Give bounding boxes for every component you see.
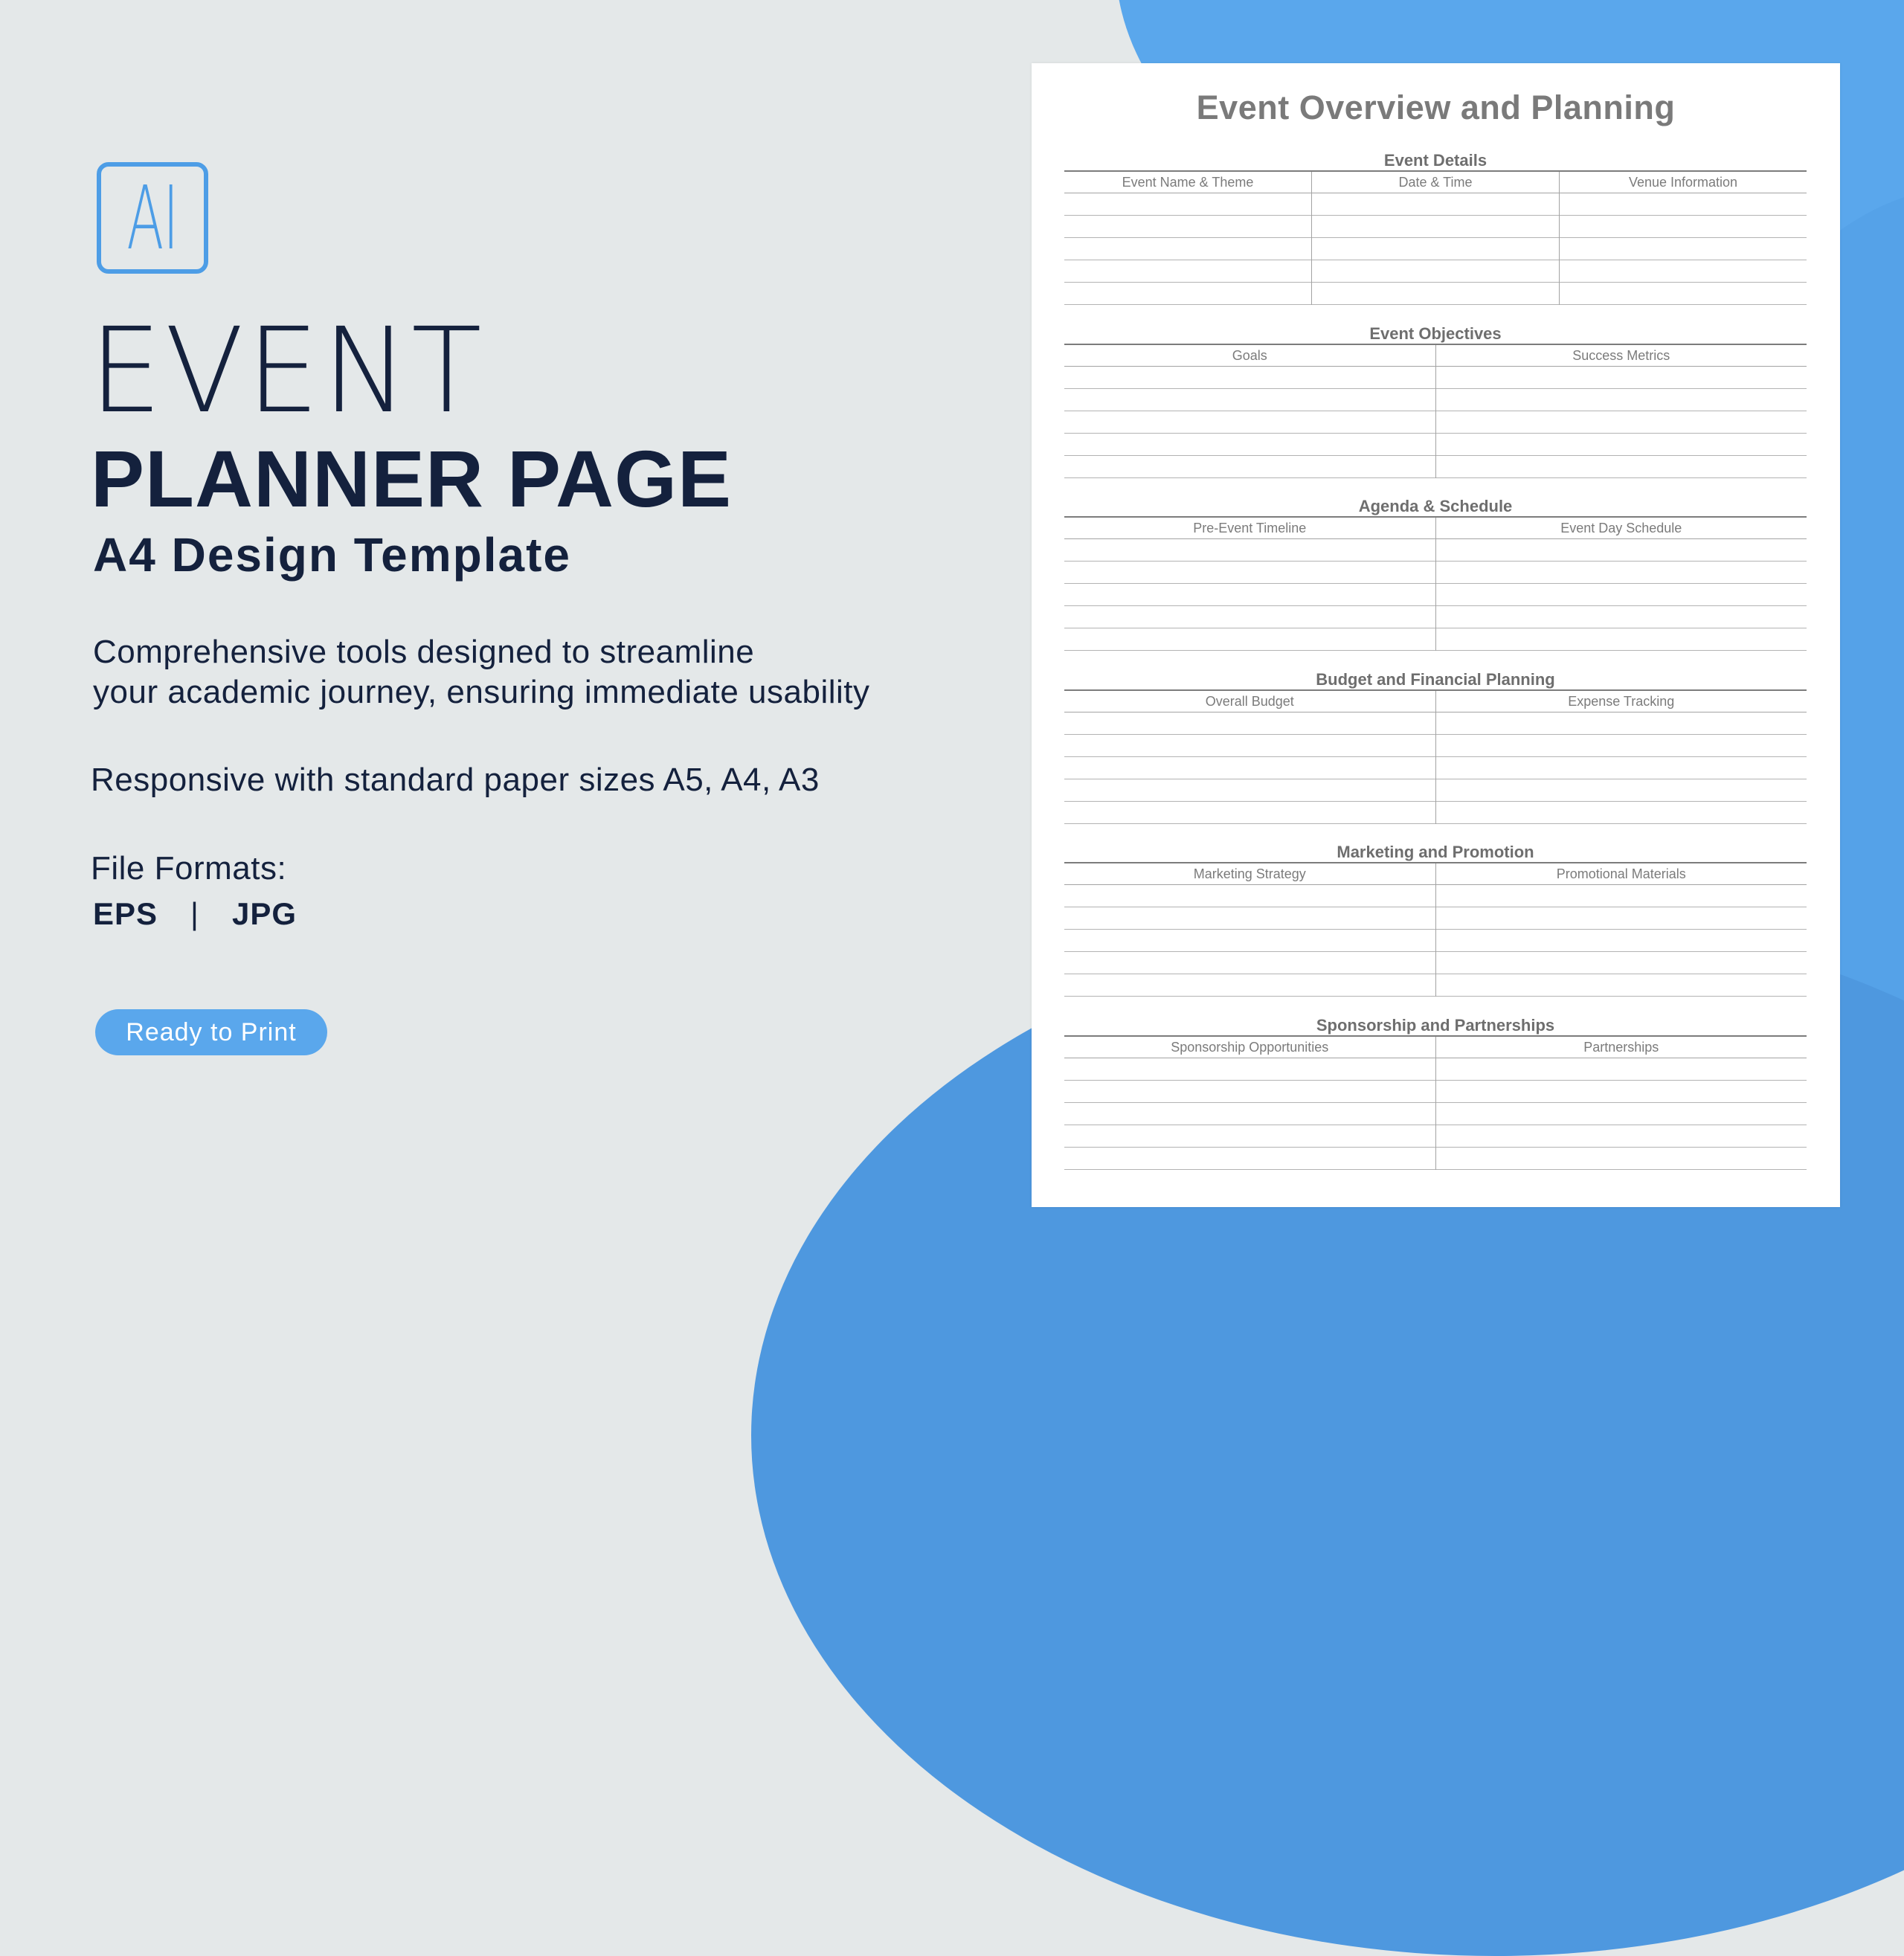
- ai-logo-text: AI: [126, 167, 178, 269]
- title-planner-page: PLANNER PAGE: [91, 434, 733, 524]
- table-column: [1435, 863, 1807, 997]
- write-in-line[interactable]: [1064, 434, 1435, 456]
- table-column: [1064, 518, 1435, 651]
- write-in-line[interactable]: [1064, 584, 1435, 606]
- write-in-line[interactable]: [1560, 283, 1807, 305]
- section-agenda-schedule: [1064, 497, 1807, 651]
- write-in-line[interactable]: [1064, 606, 1435, 628]
- write-in-line[interactable]: [1560, 238, 1807, 260]
- table-column: [1064, 1037, 1435, 1170]
- write-in-line[interactable]: [1064, 952, 1435, 974]
- table-column: [1435, 1037, 1807, 1170]
- write-in-line[interactable]: [1064, 974, 1435, 997]
- section-title: Budget and Financial Planning: [1316, 669, 1555, 689]
- column-header: Sponsorship Opportunities: [1064, 1037, 1435, 1058]
- table-column: [1311, 172, 1559, 305]
- write-in-line[interactable]: [1064, 885, 1435, 907]
- write-in-line[interactable]: [1064, 238, 1311, 260]
- write-in-line[interactable]: [1312, 238, 1559, 260]
- write-in-line[interactable]: [1064, 1103, 1435, 1125]
- write-in-line[interactable]: [1312, 193, 1559, 216]
- write-in-line[interactable]: [1436, 1103, 1807, 1125]
- write-in-line[interactable]: [1064, 193, 1311, 216]
- write-in-line[interactable]: [1064, 562, 1435, 584]
- write-in-line[interactable]: [1312, 216, 1559, 238]
- column-header: Partnerships: [1436, 1037, 1807, 1058]
- write-in-line[interactable]: [1312, 283, 1559, 305]
- section-budget-and-financial-planning: [1064, 670, 1807, 824]
- write-in-line[interactable]: [1312, 260, 1559, 283]
- file-formats-list: [93, 896, 297, 932]
- description-line-1: Comprehensive tools designed to streamline: [93, 634, 755, 670]
- column-header: Goals: [1064, 345, 1435, 367]
- write-in-line[interactable]: [1064, 260, 1311, 283]
- section-sponsorship-and-partnerships: [1064, 1016, 1807, 1170]
- write-in-line[interactable]: [1436, 974, 1807, 997]
- table-column: [1559, 172, 1807, 305]
- format-separator: |: [190, 896, 199, 931]
- column-header: Expense Tracking: [1436, 691, 1807, 712]
- section-event-details: [1064, 151, 1807, 305]
- column-header: Overall Budget: [1064, 691, 1435, 712]
- write-in-line[interactable]: [1436, 757, 1807, 779]
- write-in-line[interactable]: [1064, 779, 1435, 802]
- write-in-line[interactable]: [1436, 907, 1807, 930]
- write-in-line[interactable]: [1064, 1081, 1435, 1103]
- table-column: [1064, 345, 1435, 478]
- column-header: Event Name & Theme: [1064, 172, 1311, 193]
- write-in-line[interactable]: [1064, 411, 1435, 434]
- write-in-line[interactable]: [1064, 930, 1435, 952]
- section-title: Marketing and Promotion: [1337, 843, 1534, 861]
- format-eps: EPS: [93, 896, 158, 931]
- write-in-line[interactable]: [1064, 907, 1435, 930]
- write-in-line[interactable]: [1064, 367, 1435, 389]
- document-title: Event Overview and Planning: [1196, 89, 1676, 126]
- planner-document: [1032, 63, 1840, 1207]
- write-in-line[interactable]: [1064, 1125, 1435, 1148]
- write-in-line[interactable]: [1436, 434, 1807, 456]
- write-in-line[interactable]: [1064, 1058, 1435, 1081]
- write-in-line[interactable]: [1436, 779, 1807, 802]
- write-in-line[interactable]: [1560, 216, 1807, 238]
- write-in-line[interactable]: [1064, 389, 1435, 411]
- write-in-line[interactable]: [1560, 193, 1807, 216]
- section-table: [1064, 1035, 1807, 1170]
- section-title: Agenda & Schedule: [1358, 497, 1513, 515]
- write-in-line[interactable]: [1064, 1148, 1435, 1170]
- table-column: [1064, 172, 1311, 305]
- write-in-line[interactable]: [1436, 628, 1807, 651]
- write-in-line[interactable]: [1436, 411, 1807, 434]
- table-column: [1064, 691, 1435, 824]
- write-in-line[interactable]: [1064, 802, 1435, 824]
- title-subtitle: A4 Design Template: [93, 528, 571, 582]
- column-header: Venue Information: [1560, 172, 1807, 193]
- write-in-line[interactable]: [1064, 283, 1311, 305]
- write-in-line[interactable]: [1436, 952, 1807, 974]
- write-in-line[interactable]: [1436, 606, 1807, 628]
- write-in-line[interactable]: [1436, 1081, 1807, 1103]
- section-marketing-and-promotion: [1064, 843, 1807, 997]
- table-column: [1435, 345, 1807, 478]
- column-header: Promotional Materials: [1436, 863, 1807, 885]
- section-table: [1064, 170, 1807, 305]
- write-in-line[interactable]: [1436, 1058, 1807, 1081]
- section-table: [1064, 862, 1807, 997]
- column-header: Marketing Strategy: [1064, 863, 1435, 885]
- column-header: Pre-Event Timeline: [1064, 518, 1435, 539]
- write-in-line[interactable]: [1064, 757, 1435, 779]
- table-column: [1064, 863, 1435, 997]
- title-event: EVENT: [89, 303, 485, 440]
- section-event-objectives: [1064, 324, 1807, 478]
- section-title: Event Details: [1383, 151, 1488, 170]
- write-in-line[interactable]: [1064, 712, 1435, 735]
- responsive-note: Responsive with standard paper sizes A5, A4, A3: [91, 762, 820, 798]
- write-in-line[interactable]: [1064, 628, 1435, 651]
- write-in-line[interactable]: [1436, 389, 1807, 411]
- section-title: Event Objectives: [1369, 324, 1502, 343]
- write-in-line[interactable]: [1436, 735, 1807, 757]
- section-table: [1064, 689, 1807, 824]
- column-header: Success Metrics: [1436, 345, 1807, 367]
- write-in-line[interactable]: [1436, 930, 1807, 952]
- write-in-line[interactable]: [1436, 1125, 1807, 1148]
- file-formats-label: File Formats:: [91, 850, 287, 887]
- write-in-line[interactable]: [1436, 885, 1807, 907]
- description: [93, 632, 870, 712]
- write-in-line[interactable]: [1436, 712, 1807, 735]
- write-in-line[interactable]: [1064, 216, 1311, 238]
- table-column: [1435, 518, 1807, 651]
- section-table: [1064, 344, 1807, 478]
- write-in-line[interactable]: [1064, 735, 1435, 757]
- write-in-line[interactable]: [1560, 260, 1807, 283]
- write-in-line[interactable]: [1436, 584, 1807, 606]
- ready-to-print-button[interactable]: Ready to Print: [95, 1009, 327, 1055]
- column-header: Event Day Schedule: [1436, 518, 1807, 539]
- write-in-line[interactable]: [1436, 802, 1807, 824]
- write-in-line[interactable]: [1436, 562, 1807, 584]
- format-jpg: JPG: [231, 896, 298, 931]
- description-line-2: your academic journey, ensuring immediate usability: [93, 674, 870, 710]
- write-in-line[interactable]: [1436, 456, 1807, 478]
- write-in-line[interactable]: [1436, 1148, 1807, 1170]
- section-title: Sponsorship and Partnerships: [1316, 1015, 1555, 1035]
- write-in-line[interactable]: [1436, 367, 1807, 389]
- write-in-line[interactable]: [1064, 539, 1435, 562]
- ai-logo-icon: [97, 162, 208, 274]
- write-in-line[interactable]: [1436, 539, 1807, 562]
- section-table: [1064, 516, 1807, 651]
- write-in-line[interactable]: [1064, 456, 1435, 478]
- column-header: Date & Time: [1312, 172, 1559, 193]
- table-column: [1435, 691, 1807, 824]
